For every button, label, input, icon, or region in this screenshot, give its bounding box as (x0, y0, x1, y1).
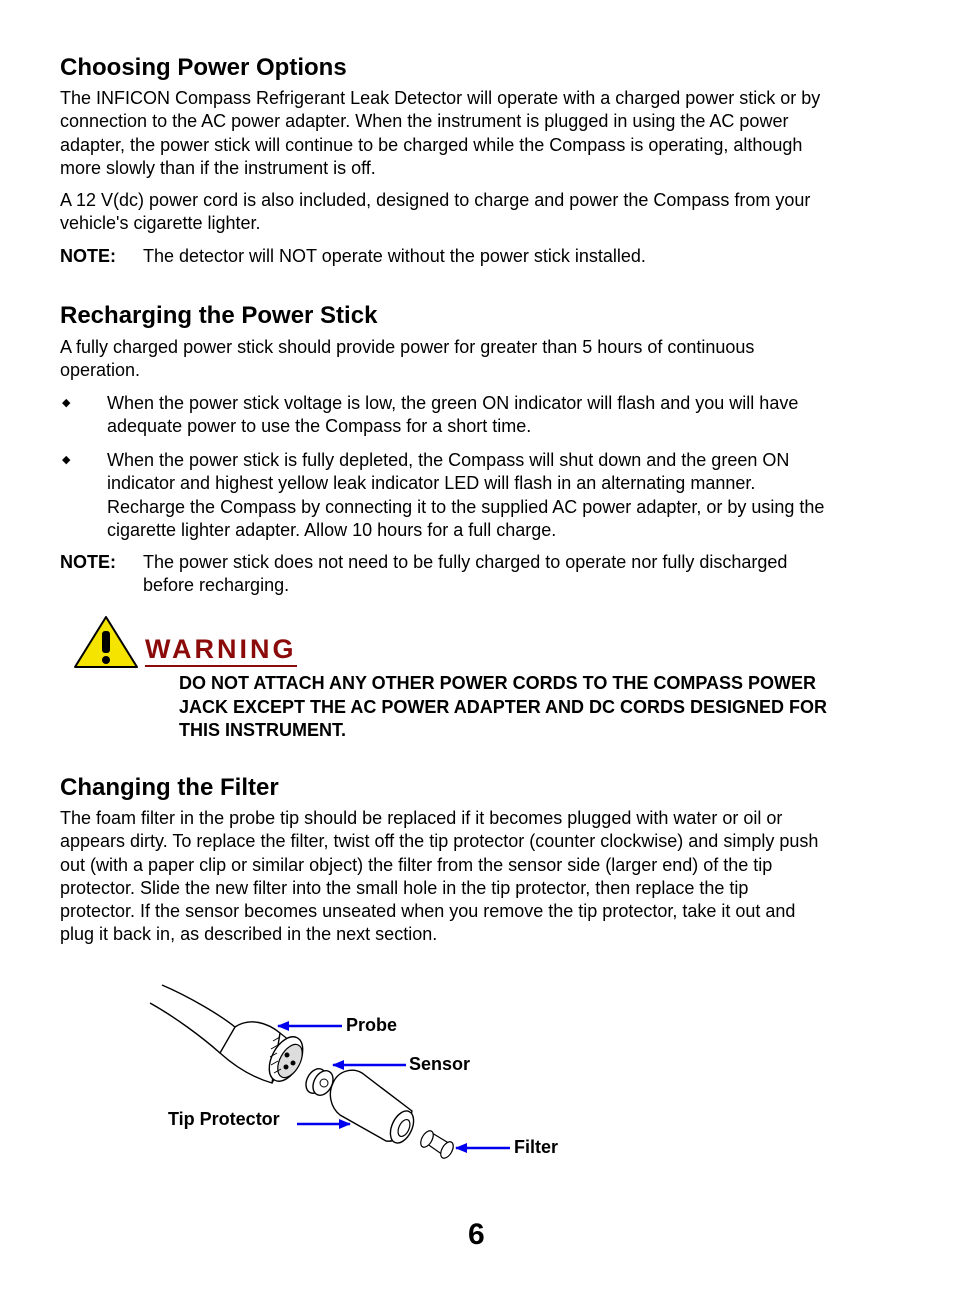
text-line: out (with a paper clip or similar object) the filter from the sensor side (larger end) of the tip (60, 854, 773, 875)
heading-filter: Changing the Filter (60, 774, 279, 801)
text-line: When the power stick is fully depleted, the Compass will shut down and the green ON (107, 450, 790, 470)
probe-cable (150, 985, 235, 1053)
text-line: A 12 V(dc) power cord is also included, designed to charge and power the Compass from your (60, 190, 811, 210)
text-line: more slowly than if the instrument is off. (60, 157, 376, 178)
text-line: DO NOT ATTACH ANY OTHER POWER CORDS TO THE COMPASS POWER (179, 673, 817, 693)
text-line: Recharge the Compass by connecting it to the supplied AC power adapter, or by using the (107, 496, 825, 517)
text-line: THIS INSTRUMENT. (179, 720, 347, 740)
text-line: adapter, the power stick will continue to be charged while the Compass is operating, although (60, 134, 803, 155)
text-line: connection to the AC power adapter. When the instrument is plugged in using the AC power (60, 111, 789, 132)
filter-paragraph (60, 807, 910, 947)
note-text: The detector will NOT operate without the power stick installed. (143, 246, 646, 266)
warning-text (179, 672, 919, 743)
filter-part (418, 1129, 456, 1161)
text-line: protector. If the sensor becomes unseated when you remove the tip protector, take it out and (60, 901, 796, 922)
text-line: When the power stick voltage is low, the green ON indicator will flash and you will have (107, 393, 799, 413)
bullet-item-2 (107, 449, 917, 542)
power-options-paragraph-2 (60, 189, 910, 236)
page-number: 6 (468, 1218, 485, 1251)
text-line: plug it back in, as described in the next section. (60, 924, 438, 945)
tip-protector-label: Tip Protector (168, 1109, 280, 1129)
note-label: NOTE: (60, 552, 116, 572)
text-line: operation. (60, 360, 141, 381)
text-line: protector. Slide the new filter into the small hole in the tip protector, then replace the tip (60, 877, 749, 898)
text-line: JACK EXCEPT THE AC POWER ADAPTER AND DC CORDS DESIGNED FOR (179, 696, 828, 717)
heading-recharging: Recharging the Power Stick (60, 302, 378, 329)
text-line: vehicle's cigarette lighter. (60, 213, 261, 234)
probe-label: Probe (346, 1015, 398, 1035)
bullet-icon: ◆ (62, 454, 71, 466)
bullet-icon: ◆ (62, 397, 71, 409)
recharging-paragraph (60, 336, 910, 383)
heading-power-options: Choosing Power Options (60, 54, 347, 81)
tip-protector-part (330, 1070, 418, 1146)
text-line: adequate power to use the Compass for a short time. (107, 416, 532, 437)
bullet-item-1 (107, 392, 917, 439)
warning-icon (72, 614, 140, 670)
text-line: A fully charged power stick should provide power for greater than 5 hours of continuous (60, 337, 755, 357)
text-line: cigarette lighter adapter. Allow 10 hours for a full charge. (107, 519, 557, 540)
text-line: The power stick does not need to be fully charged to operate nor fully discharged (143, 552, 788, 572)
text-line: The foam filter in the probe tip should be replaced if it becomes plugged with water or oil or (60, 808, 783, 828)
power-options-paragraph-1 (60, 87, 910, 180)
text-line: The INFICON Compass Refrigerant Leak Detector will operate with a charged power stick or by (60, 88, 821, 108)
note-text (143, 551, 923, 598)
note-label: NOTE: (60, 246, 116, 266)
sensor-label: Sensor (409, 1054, 471, 1074)
text-line: before recharging. (143, 575, 290, 596)
text-line: indicator and highest yellow leak indicator LED will flash in an alternating manner. (107, 473, 756, 494)
filter-label: Filter (514, 1137, 559, 1157)
warning-title: WARNING (145, 634, 297, 667)
text-line: appears dirty. To replace the filter, twist off the tip protector (counter clockwise) and simply push (60, 831, 819, 852)
